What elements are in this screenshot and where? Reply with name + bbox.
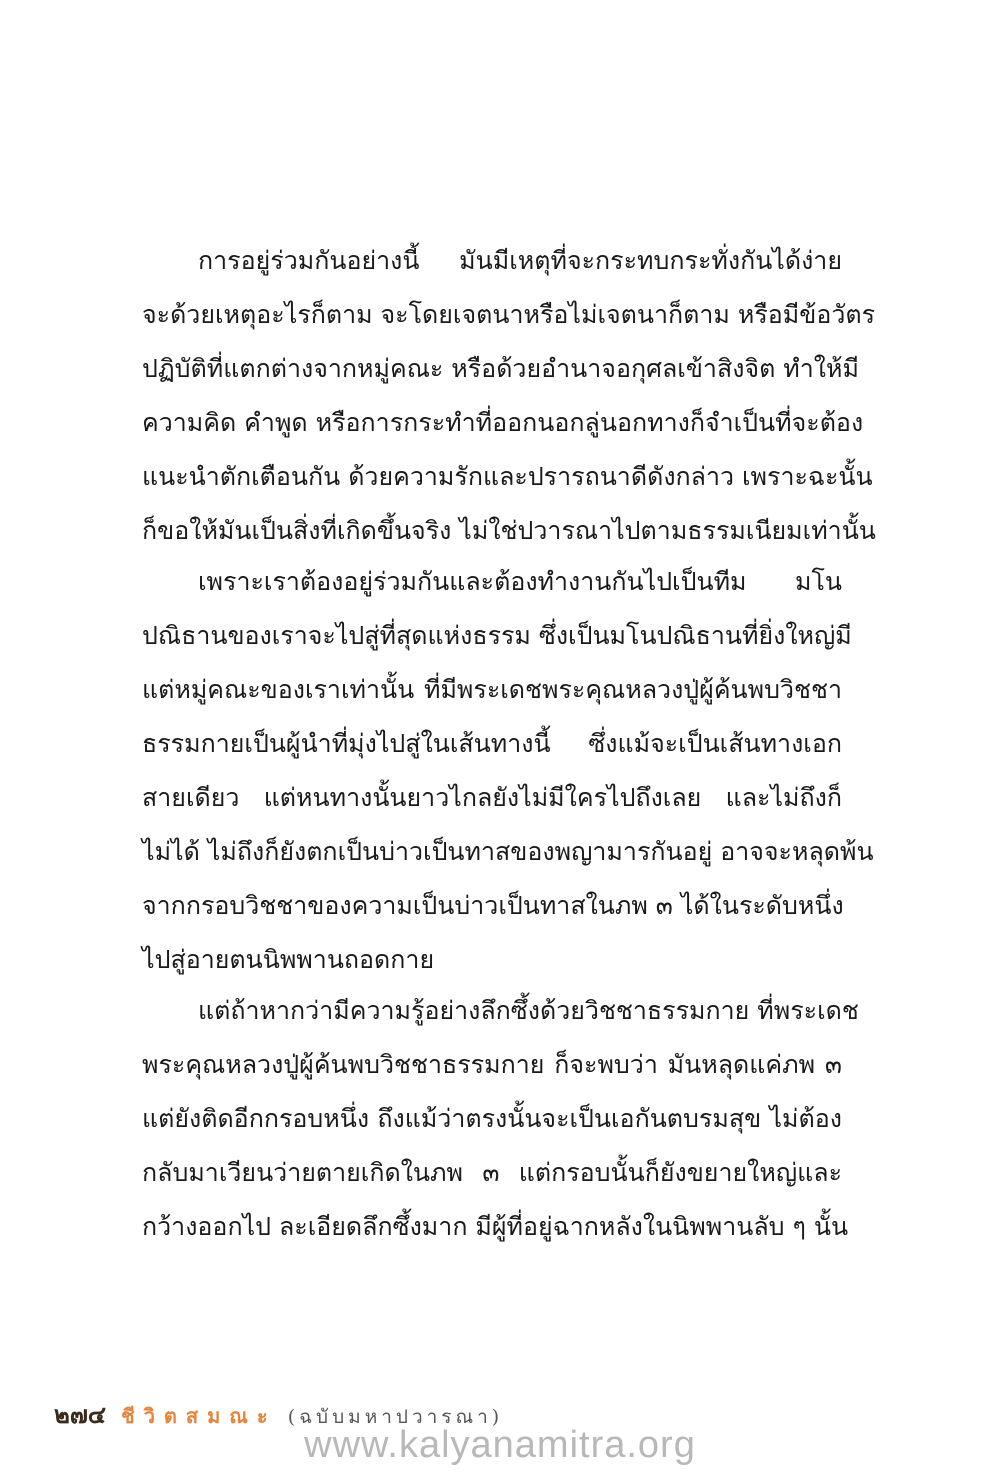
paragraph-3 — [142, 984, 859, 1254]
paragraph-line: พระคุณหลวงปู่ผู้ค้นพบวิชชาธรรมกาย ก็จะพบว่า มันหลุดแค่ภพ ๓ — [142, 1050, 842, 1079]
paragraph-line: ไปสู่อายตนนิพพานถอดกาย — [142, 945, 435, 974]
paragraph-line: กว้างออกไป ละเอียดลึกซึ้งมาก มีผู้ที่อยู่ฉากหลังในนิพพานลับ ๆ นั้น — [142, 1212, 849, 1241]
paragraph-line: กลับมาเวียนว่ายตายเกิดในภพ ๓ แต่กรอบนั้นก็ยังขยายใหญ่และ — [142, 1158, 842, 1187]
paragraph-line: ธรรมกายเป็นผู้นำที่มุ่งไปสู่ในเส้นทางนี้ ซึ่งแม้จะเป็นเส้นทางเอก — [142, 729, 842, 758]
paragraph-line: แต่ยังติดอีกกรอบหนึ่ง ถึงแม้ว่าตรงนั้นจะเป็นเอกันตบรมสุข ไม่ต้อง — [142, 1104, 842, 1133]
paragraph-line: ปณิธานของเราจะไปสู่ที่สุดแห่งธรรม ซึ่งเป็นมโนปณิธานที่ยิ่งใหญ่มี — [142, 621, 852, 650]
watermark-url: www.kalyanamitra.org — [304, 1424, 696, 1466]
paragraph-line: แต่หมู่คณะของเราเท่านั้น ที่มีพระเดชพระคุณหลวงปู่ผู้ค้นพบวิชชา — [142, 675, 842, 704]
paragraph-line: ปฏิบัติที่แตกต่างจากหมู่คณะ หรือด้วยอำนาจอกุศลเข้าสิงจิต ทำให้มี — [142, 354, 859, 383]
paragraph-line: แนะนำตักเตือนกัน ด้วยความรักและปรารถนาดีดังกล่าว เพราะฉะนั้น — [142, 462, 873, 491]
book-subtitle: (ฉบับมหาปวารณา) — [287, 1406, 504, 1428]
paragraph-line: ก็ขอให้มันเป็นสิ่งที่เกิดขึ้นจริง ไม่ใช่ปวารณาไปตามธรรมเนียมเท่านั้น — [142, 516, 876, 545]
paragraph-line: การอยู่ร่วมกันอย่างนี้ มันมีเหตุที่จะกระทบกระทั่งกันได้ง่าย — [198, 246, 842, 275]
paragraph-line: จากกรอบวิชชาของความเป็นบ่าวเป็นทาสในภพ ๓ ได้ในระดับหนึ่ง — [142, 891, 844, 920]
book-title: ชีวิตสมณะ — [121, 1404, 277, 1428]
paragraph-line: สายเดียว แต่หนทางนั้นยาวไกลยังไม่มีใครไปถึงเลย และไม่ถึงก็ — [142, 783, 842, 812]
paragraph-2 — [142, 555, 874, 987]
paragraph-line: ไม่ได้ ไม่ถึงก็ยังตกเป็นบ่าวเป็นทาสของพญามารกันอยู่ อาจจะหลุดพ้น — [142, 837, 874, 866]
paragraph-1 — [142, 234, 876, 558]
paragraph-line: แต่ถ้าหากว่ามีความรู้อย่างลึกซึ้งด้วยวิชชาธรรมกาย ที่พระเดช — [198, 996, 859, 1025]
paragraph-line: ความคิด คำพูด หรือการกระทำที่ออกนอกลู่นอกทางก็จำเป็นที่จะต้อง — [142, 408, 864, 437]
paragraph-line: จะด้วยเหตุอะไรก็ตาม จะโดยเจตนาหรือไม่เจตนาก็ตาม หรือมีข้อวัตร — [142, 300, 876, 329]
page-number: ๒๗๔ — [54, 1400, 107, 1429]
paragraph-line: เพราะเราต้องอยู่ร่วมกันและต้องทำงานกันไปเป็นทีม มโน — [198, 567, 842, 596]
